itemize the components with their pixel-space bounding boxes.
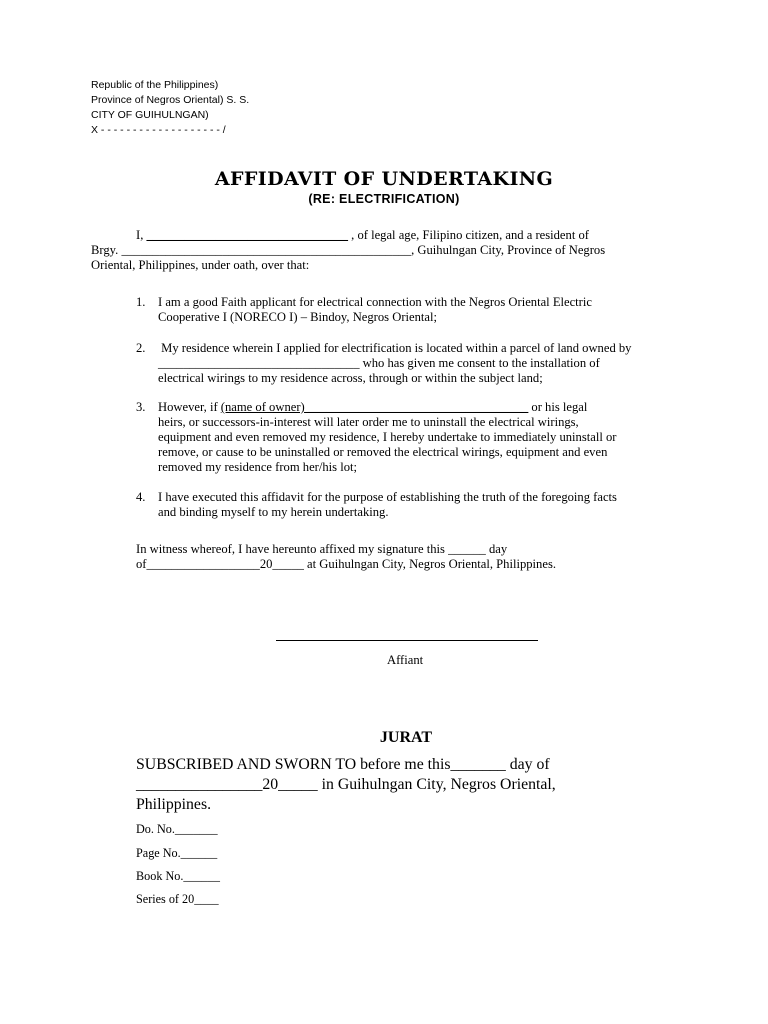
header-republic: Republic of the Philippines) xyxy=(91,79,219,91)
page-number-field: Page No.______ xyxy=(136,846,218,860)
header-province: Province of Negros Oriental) S. S. xyxy=(91,94,250,106)
intro-line-3: Oriental, Philippines, under oath, over that: xyxy=(91,258,310,272)
header-city: CITY OF GUIHULNGAN) xyxy=(91,109,209,121)
item-2-line-2: ________________________________ who has given me consent to the installation of xyxy=(158,356,600,370)
item-number: 2. xyxy=(136,341,146,355)
header-separator: X - - - - - - - - - - - - - - - - - - - / xyxy=(91,124,226,136)
owner-name-blank[interactable]: (name of owner) ___________________________________ xyxy=(220,400,529,414)
document-subtitle: (RE: ELECTRIFICATION) xyxy=(308,192,460,206)
item-3-text: or his legal xyxy=(528,400,588,414)
jurat-line-1: SUBSCRIBED AND SWORN TO before me this_______ day of xyxy=(136,756,550,773)
item-3-line-3: equipment and even removed my residence, I hereby undertake to immediately uninstall or xyxy=(158,430,617,444)
item-3-line-1 xyxy=(158,400,587,415)
item-3-line-5: removed my residence from her/his lot; xyxy=(158,460,357,474)
jurat-line-3: Philippines. xyxy=(136,796,212,813)
series-field: Series of 20____ xyxy=(136,892,219,906)
witness-line-2: of__________________20_____ at Guihulngan City, Negros Oriental, Philippines. xyxy=(136,557,556,571)
book-number-field: Book No.______ xyxy=(136,869,220,883)
item-number: 4. xyxy=(136,490,146,504)
intro-text: , of legal age, Filipino citizen, and a resident of xyxy=(348,228,589,242)
item-4-line-2: and binding myself to my herein undertaking. xyxy=(158,505,389,519)
jurat-line-2: ________________20_____ in Guihulngan City, Negros Oriental, xyxy=(136,776,556,793)
item-2-line-3: electrical wirings to my residence across, through or within the subject land; xyxy=(158,371,543,385)
document-title: AFFIDAVIT OF UNDERTAKING xyxy=(214,168,554,190)
doc-number-field: Do. No._______ xyxy=(136,822,218,836)
item-3-text: However, if xyxy=(158,400,221,414)
item-3-line-4: remove, or cause to be uninstalled or removed the electrical wirings, equipment and even xyxy=(158,445,608,459)
signature-line[interactable] xyxy=(276,640,538,641)
affiant-name-blank[interactable]: ________________________________ xyxy=(146,228,348,242)
affiant-label: Affiant xyxy=(387,653,424,667)
item-1-line-2: Cooperative I (NORECO I) – Bindoy, Negros Oriental; xyxy=(158,310,437,324)
item-4-line-1: I have executed this affidavit for the purpose of establishing the truth of the foregoing facts xyxy=(158,490,617,504)
item-number: 1. xyxy=(136,295,146,309)
item-number: 3. xyxy=(136,400,146,414)
item-2-line-1: My residence wherein I applied for electrification is located within a parcel of land owned by xyxy=(158,341,632,355)
witness-line-1: In witness whereof, I have hereunto affixed my signature this ______ day xyxy=(136,542,508,556)
jurat-title: JURAT xyxy=(379,729,433,746)
intro-line-1 xyxy=(136,228,589,243)
intro-text: I, xyxy=(136,228,147,242)
item-1-line-1: I am a good Faith applicant for electrical connection with the Negros Oriental Electric xyxy=(158,295,592,309)
intro-line-2: Brgy. ______________________________________________, Guihulngan City, Province of Negros xyxy=(91,243,606,257)
item-3-line-2: heirs, or successors-in-interest will later order me to uninstall the electrical wirings, xyxy=(158,415,579,429)
